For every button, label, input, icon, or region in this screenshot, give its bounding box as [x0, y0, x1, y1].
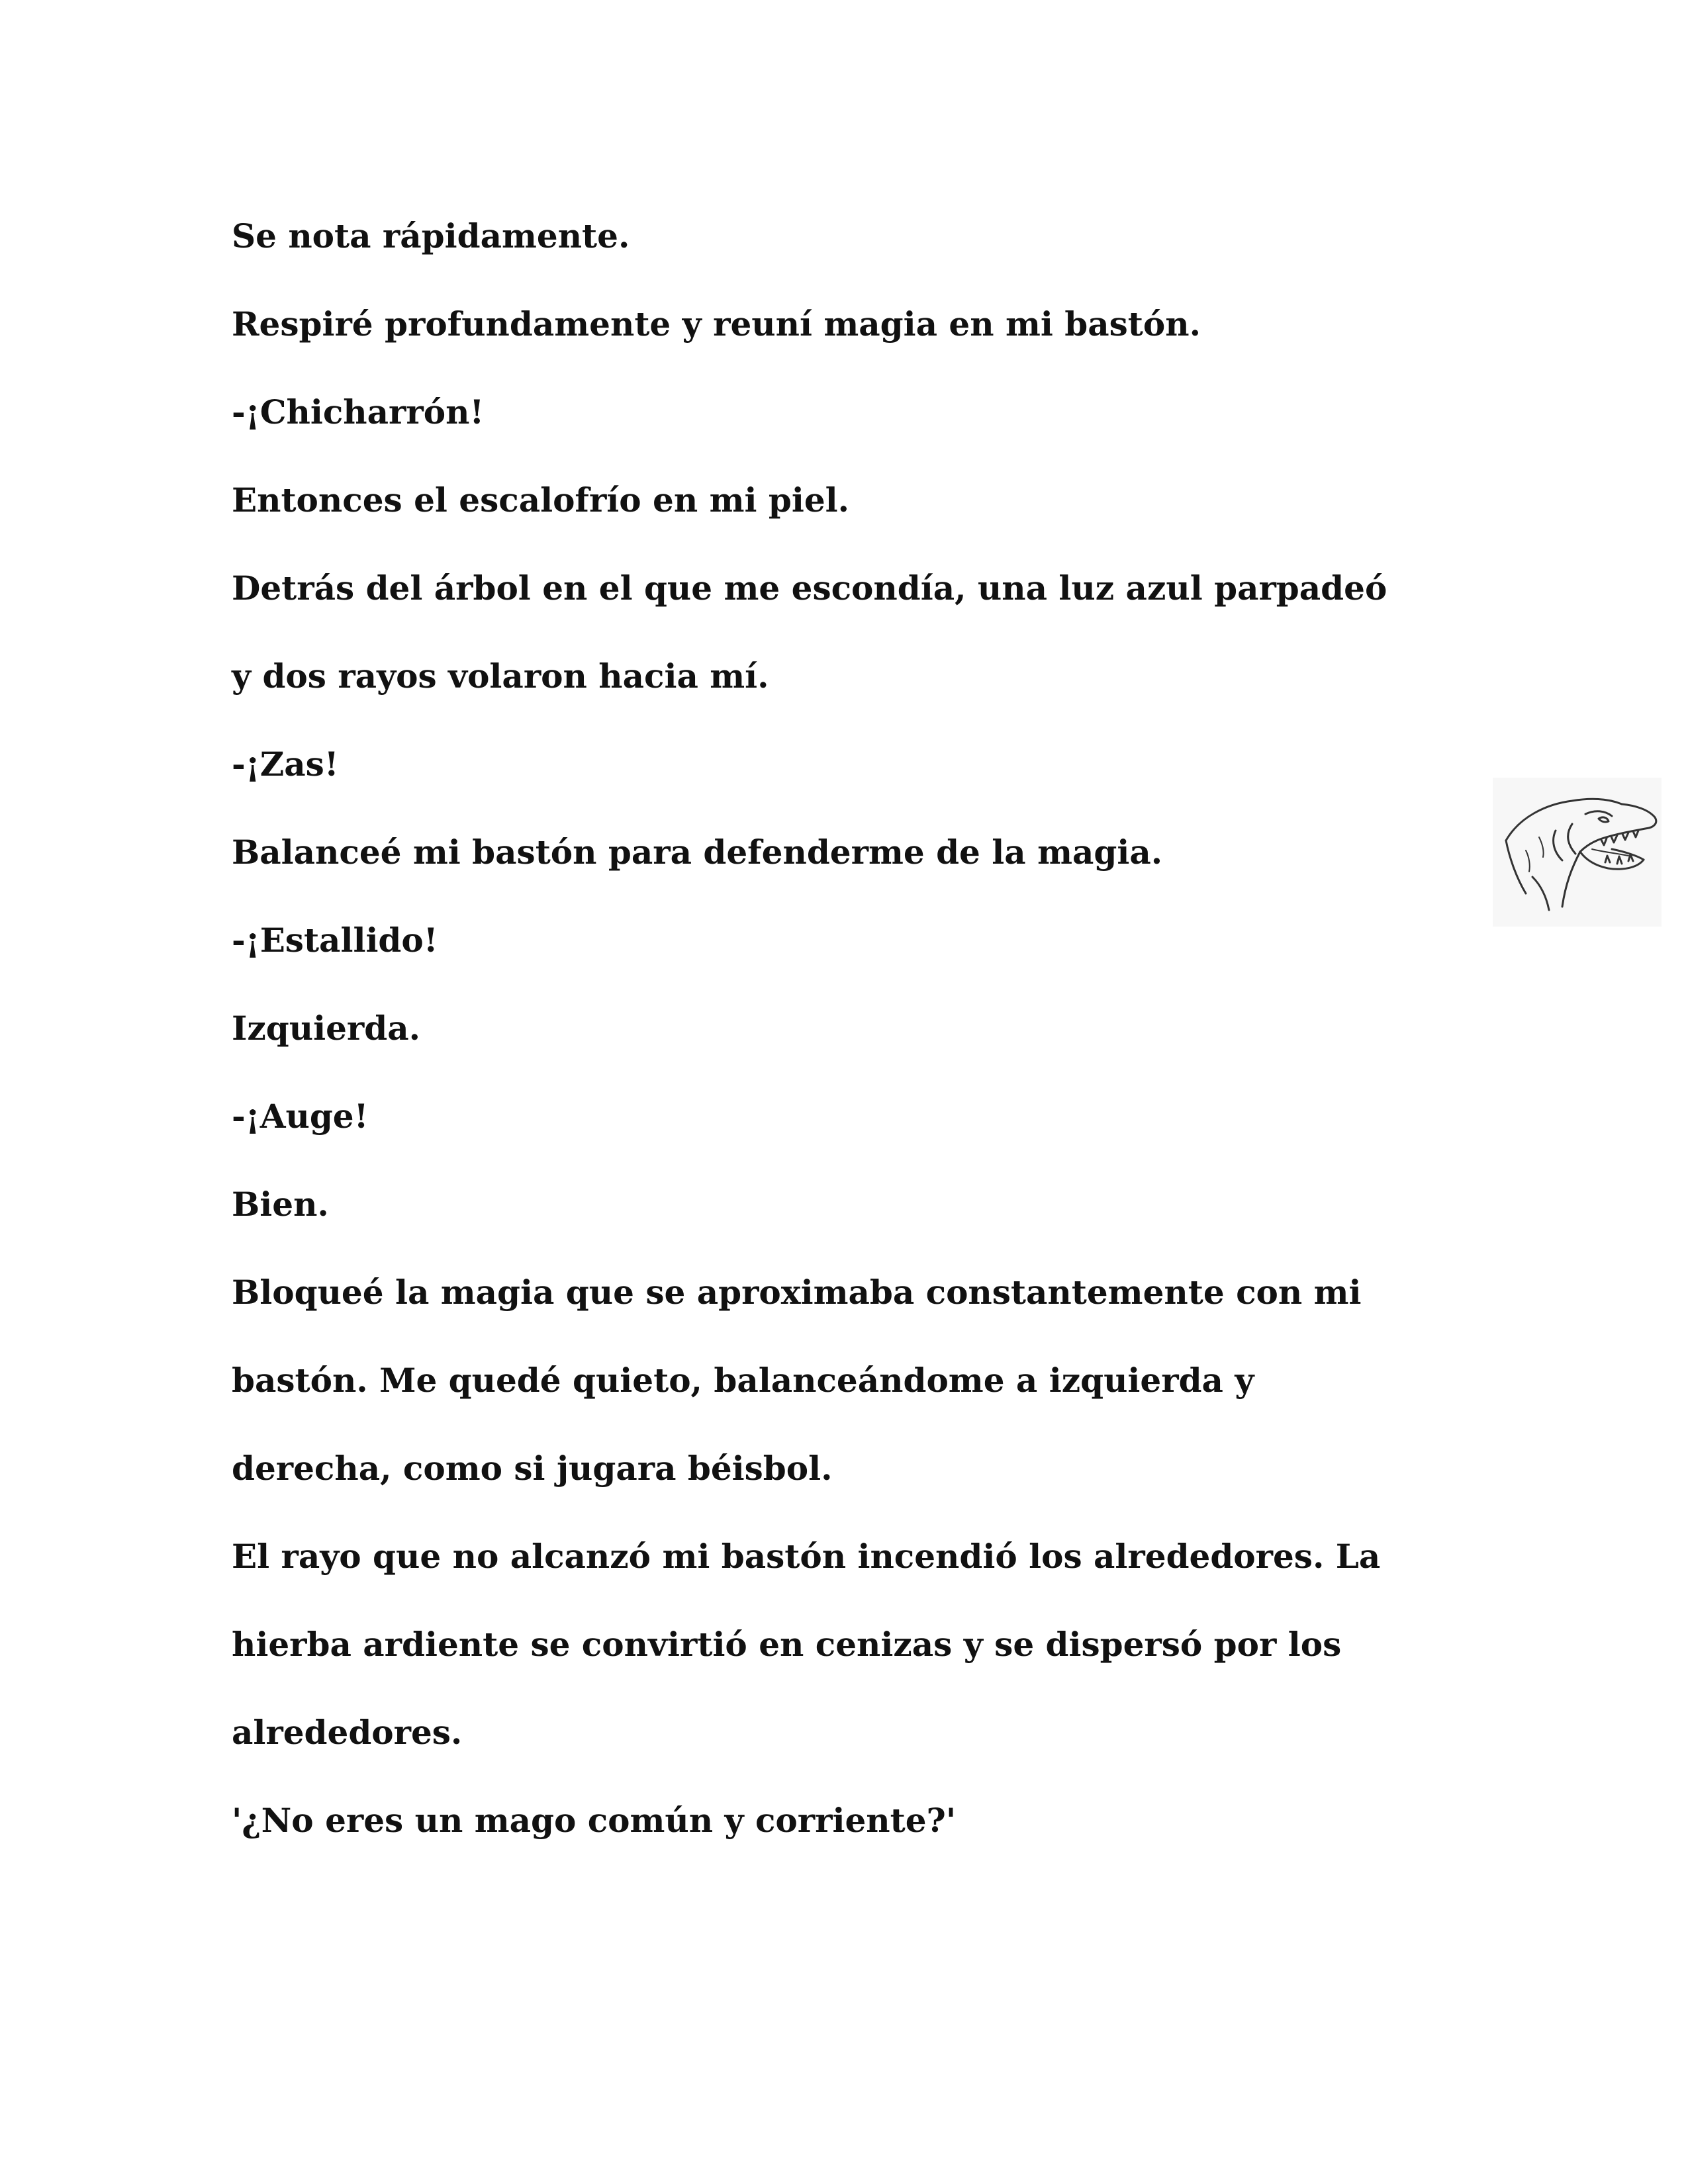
text-line: derecha, como si jugara béisbol.	[232, 1449, 833, 1488]
text-line: '¿No eres un mago común y corriente?'	[232, 1801, 957, 1840]
text-line: Bien.	[232, 1185, 329, 1224]
body-text	[232, 192, 1489, 1864]
text-line: y dos rayos volaron hacia mí.	[232, 657, 769, 696]
text-line: hierba ardiente se convirtió en cenizas y se dispersó por los	[232, 1625, 1342, 1664]
text-line: Detrás del árbol en el que me escondía, una luz azul parpadeó	[232, 569, 1387, 608]
text-line: Se nota rápidamente.	[232, 216, 630, 255]
dinosaur-head-icon	[1493, 778, 1662, 927]
text-line: El rayo que no alcanzó mi bastón incendió los alrededores. La	[232, 1537, 1381, 1576]
text-line: Bloqueé la magia que se aproximaba constantemente con mi	[232, 1273, 1362, 1312]
text-line: -¡Auge!	[232, 1097, 369, 1136]
text-line: alrededores.	[232, 1713, 463, 1752]
text-line: Respiré profundamente y reuní magia en mi bastón.	[232, 304, 1201, 343]
text-line: bastón. Me quedé quieto, balanceándome a izquierda y	[232, 1361, 1254, 1400]
text-line: -¡Estallido!	[232, 921, 438, 960]
text-line: Izquierda.	[232, 1009, 421, 1048]
text-line: -¡Zas!	[232, 745, 339, 784]
text-line: Entonces el escalofrío en mi piel.	[232, 480, 850, 520]
text-line: Balanceé mi bastón para defenderme de la magia.	[232, 833, 1163, 872]
text-line: -¡Chicharrón!	[232, 392, 485, 432]
